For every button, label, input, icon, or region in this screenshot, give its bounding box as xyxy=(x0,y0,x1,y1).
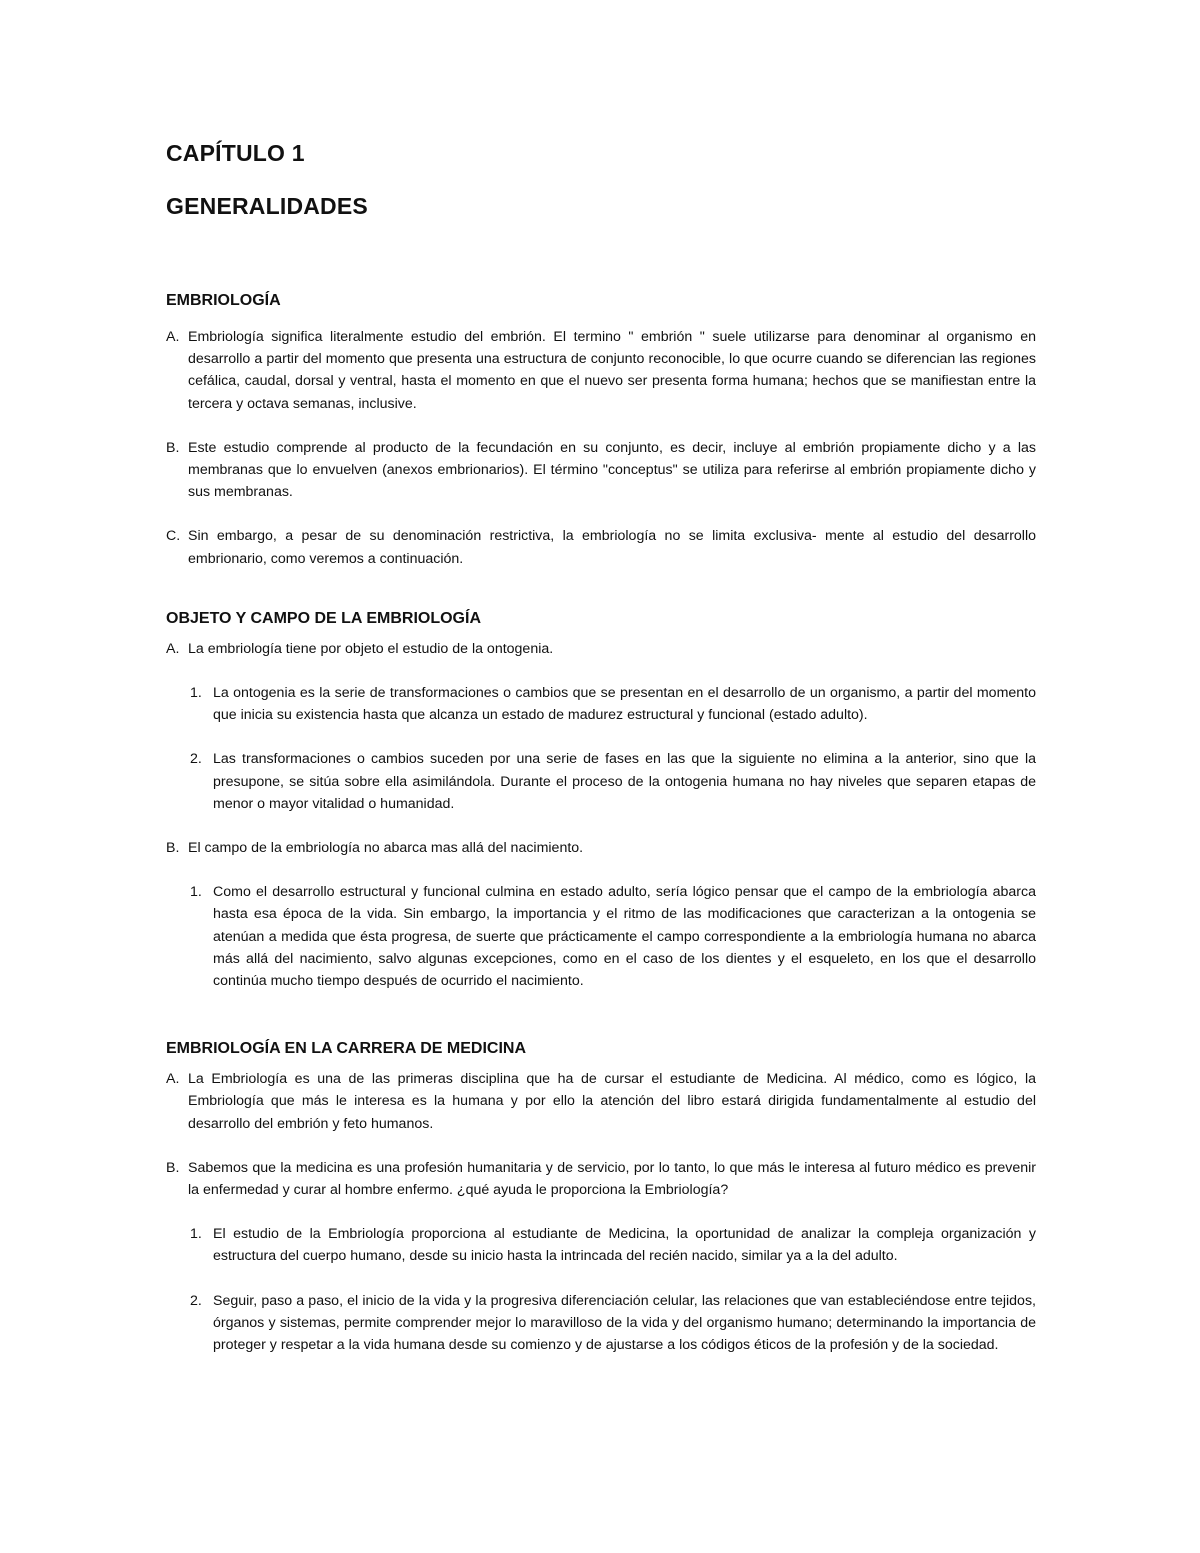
item-label: C. xyxy=(166,528,181,545)
item-label: 1. xyxy=(190,884,202,901)
item-label: 2. xyxy=(190,1292,202,1309)
item-text: La ontogenia es la serie de transformaciones o cambios que se presentan en el desarrollo de un organismo, a partir del momento que inicia su existencia hasta que alcanza un estado de madurez estructural y funcional (estado adulto). xyxy=(213,685,1036,724)
item-text: Como el desarrollo estructural y funcional culmina en estado adulto, sería lógico pensar que el campo de la embriología abarca hasta esa época de la vida. Sin embargo, la importancia y el ritmo de las modificaciones que caracterizan a la ontogenia se atenúan a medida que ésta progresa, de suerte que prácticamente el campo correspondiente a la embriología humana no abarca más allá del nacimiento, salvo algunas excepciones, como en el caso de los dientes y el esqueleto, en los que el desarrollo continúa mucho tiempo después de ocurrido el nacimiento. xyxy=(213,884,1036,990)
item-label: A. xyxy=(166,1071,180,1088)
list-item xyxy=(166,326,1036,415)
item-label: B. xyxy=(166,1159,180,1176)
section-heading-medicina: EMBRIOLOGÍA EN LA CARRERA DE MEDICINA xyxy=(166,1040,526,1058)
item-label: 2. xyxy=(190,751,202,768)
document-page xyxy=(166,140,1036,1356)
item-label: 1. xyxy=(190,1226,202,1243)
item-label: B. xyxy=(166,840,180,857)
list-item xyxy=(166,525,1036,569)
item-text: Las transformaciones o cambios suceden por una serie de fases en las que la siguiente no elimina a la anterior, sino que la presupone, se sitúa sobre ella asimilándola. Durante el proceso de la ontogenia humana no hay niveles que separen etapas de menor o mayor vitalidad o humanidad. xyxy=(213,751,1036,812)
item-label: B. xyxy=(166,439,180,456)
item-text: La embriología tiene por objeto el estudio de la ontogenia. xyxy=(188,640,554,657)
list-item xyxy=(166,638,1036,660)
sub-list-item xyxy=(190,881,1036,992)
item-label: A. xyxy=(166,640,180,657)
sub-list-item xyxy=(190,748,1036,815)
item-text: Embriología significa literalmente estudio del embrión. El termino " embrión " suele utilizarse para denominar al organismo en desarrollo a partir del momento que presenta una estructura de conjunto reconocible, lo que ocurre cuando se diferencian las regiones cefálica, caudal, dorsal y ventral, hasta el momento en que el nuevo ser presenta forma humana; hechos que se manifiestan entre la tercera y octava semanas, inclusive. xyxy=(188,329,1036,412)
item-text: Sin embargo, a pesar de su denominación restrictiva, la embriología no se limita exclusiva- mente al estudio del desarrollo embrionario, como veremos a continuación. xyxy=(188,528,1036,567)
item-text: Este estudio comprende al producto de la fecundación en su conjunto, es decir, incluye al embrión propiamente dicho y a las membranas que lo envuelven (anexos embrionarios). El término "conceptus" se utiliza para referirse al embrión propiamente dicho y sus membranas. xyxy=(188,439,1036,501)
item-text: La Embriología es una de las primeras disciplina que ha de cursar el estudiante de Medicina. Al médico, como es lógico, la Embriología que más le interesa es la humana y por ello la atención del libro estará dirigida fundamentalmente al estudio del desarrollo del embrión y feto humanos. xyxy=(188,1071,1036,1132)
list-item xyxy=(166,837,1036,859)
item-text: Sabemos que la medicina es una profesión humanitaria y de servicio, por lo tanto, lo que más le interesa al futuro médico es prevenir la enfermedad y curar al hombre enfermo. ¿qué ayuda le proporciona la Embriología? xyxy=(188,1159,1036,1199)
page-title: GENERALIDADES xyxy=(166,193,368,219)
section-heading-objeto: OBJETO Y CAMPO DE LA EMBRIOLOGÍA xyxy=(166,609,481,627)
sub-list-item xyxy=(190,1223,1036,1267)
section-heading-embriologia: EMBRIOLOGÍA xyxy=(166,292,281,309)
item-label: A. xyxy=(166,329,180,345)
item-text: El estudio de la Embriología proporciona al estudiante de Medicina, la oportunidad de analizar la compleja organización y estructura del cuerpo humano, desde su inicio hasta la intrincada del recién nacido, similar ya a la del adulto. xyxy=(213,1226,1036,1265)
list-item xyxy=(166,1068,1036,1135)
list-item xyxy=(166,437,1036,504)
item-label: 1. xyxy=(190,685,202,702)
item-text: Seguir, paso a paso, el inicio de la vida y la progresiva diferenciación celular, las relaciones que van estableciéndose entre tejidos, órganos y sistemas, permite comprender mejor lo maravilloso de la vida y del organismo humano; determinando la importancia de proteger y respetar a la vida humana desde su comienzo y de ajustarse a los códigos éticos de la profesión y de la sociedad. xyxy=(213,1292,1036,1354)
sub-list-item xyxy=(190,1290,1036,1357)
sub-list-item xyxy=(190,682,1036,726)
list-item xyxy=(166,1157,1036,1201)
chapter-label: CAPÍTULO 1 xyxy=(166,140,305,166)
item-text: El campo de la embriología no abarca mas allá del nacimiento. xyxy=(188,840,584,857)
